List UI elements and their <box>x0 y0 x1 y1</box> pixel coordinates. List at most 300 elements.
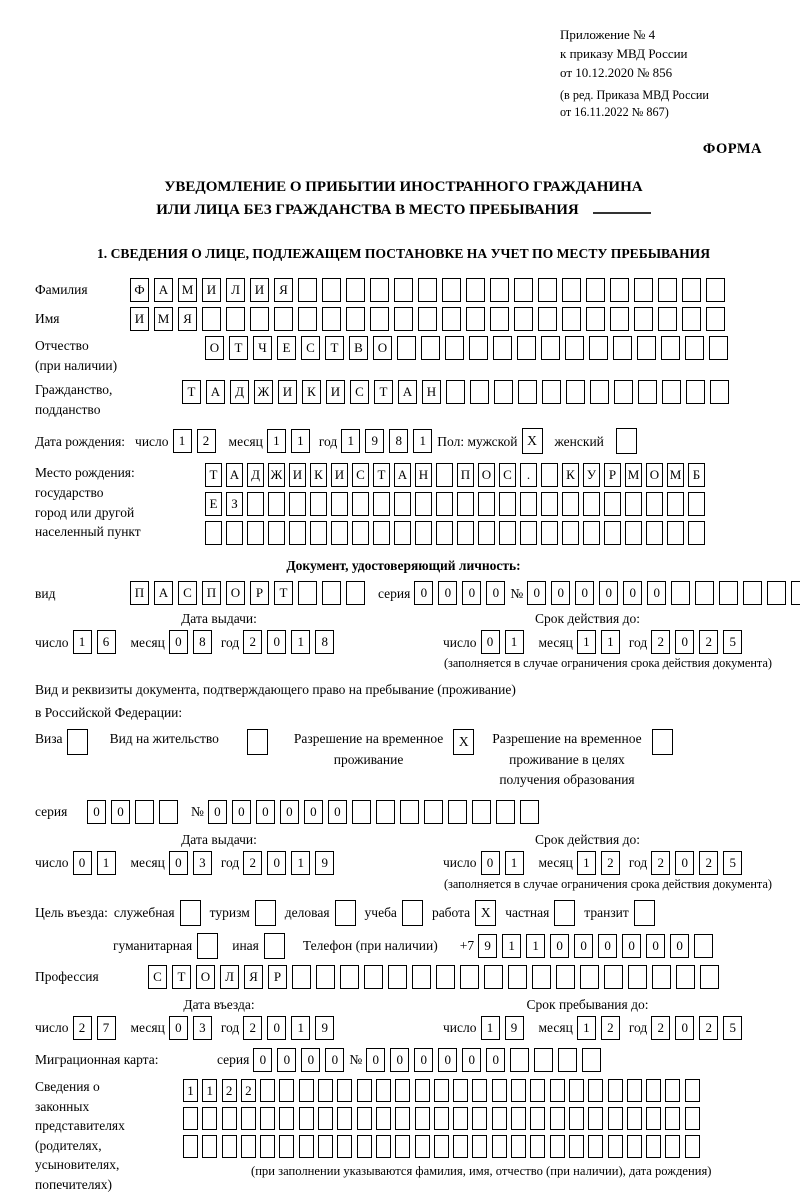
char-cell[interactable] <box>710 380 729 404</box>
char-cell[interactable] <box>538 307 557 331</box>
char-cell[interactable] <box>331 492 348 516</box>
char-cell[interactable]: 0 <box>551 581 570 605</box>
char-cell[interactable]: 0 <box>280 800 299 824</box>
char-cell[interactable] <box>646 1079 661 1102</box>
char-cell[interactable] <box>337 1135 352 1158</box>
char-cell[interactable] <box>604 492 621 516</box>
char-cell[interactable] <box>634 307 653 331</box>
char-cell[interactable] <box>394 521 411 545</box>
char-cell[interactable] <box>352 521 369 545</box>
char-cell[interactable] <box>292 965 311 989</box>
char-cell[interactable]: 2 <box>197 429 216 453</box>
char-cell[interactable]: А <box>394 463 411 487</box>
char-cell[interactable]: П <box>457 463 474 487</box>
char-cell[interactable] <box>331 521 348 545</box>
char-cell[interactable] <box>767 581 786 605</box>
char-cell[interactable] <box>588 1079 603 1102</box>
char-cell[interactable] <box>550 1079 565 1102</box>
char-cell[interactable]: 3 <box>193 1016 212 1040</box>
char-cell[interactable]: 2 <box>601 851 620 875</box>
char-cell[interactable]: 2 <box>651 630 670 654</box>
char-cell[interactable]: Л <box>226 278 245 302</box>
char-cell[interactable]: 9 <box>315 851 334 875</box>
char-cell[interactable]: 8 <box>193 630 212 654</box>
char-cell[interactable]: Д <box>230 380 249 404</box>
char-cell[interactable]: 7 <box>97 1016 116 1040</box>
char-cell[interactable]: Ф <box>130 278 149 302</box>
char-cell[interactable]: 0 <box>253 1048 272 1072</box>
char-cell[interactable]: 6 <box>97 630 116 654</box>
char-cell[interactable] <box>298 581 317 605</box>
char-cell[interactable]: 0 <box>527 581 546 605</box>
char-cell[interactable]: 2 <box>699 851 718 875</box>
char-cell[interactable]: 1 <box>577 630 596 654</box>
char-cell[interactable] <box>530 1135 545 1158</box>
char-cell[interactable] <box>250 307 269 331</box>
char-cell[interactable]: 8 <box>315 630 334 654</box>
char-cell[interactable]: 0 <box>277 1048 296 1072</box>
char-cell[interactable]: 0 <box>622 934 641 958</box>
char-cell[interactable]: 5 <box>723 851 742 875</box>
char-cell[interactable]: П <box>130 581 149 605</box>
char-cell[interactable]: 0 <box>481 630 500 654</box>
char-cell[interactable] <box>530 1107 545 1130</box>
char-cell[interactable]: 0 <box>575 581 594 605</box>
char-cell[interactable]: . <box>520 463 537 487</box>
char-cell[interactable] <box>415 492 432 516</box>
char-cell[interactable] <box>685 1135 700 1158</box>
char-cell[interactable] <box>202 307 221 331</box>
char-cell[interactable] <box>415 1079 430 1102</box>
char-cell[interactable] <box>364 965 383 989</box>
char-cell[interactable] <box>226 521 243 545</box>
char-cell[interactable]: И <box>130 307 149 331</box>
char-cell[interactable]: 0 <box>301 1048 320 1072</box>
char-cell[interactable] <box>352 800 371 824</box>
char-cell[interactable] <box>310 492 327 516</box>
char-cell[interactable] <box>395 1107 410 1130</box>
char-cell[interactable] <box>299 1079 314 1102</box>
char-cell[interactable] <box>517 336 536 360</box>
char-cell[interactable] <box>520 492 537 516</box>
char-cell[interactable] <box>719 581 738 605</box>
char-cell[interactable]: И <box>278 380 297 404</box>
char-cell[interactable] <box>637 336 656 360</box>
char-cell[interactable] <box>247 492 264 516</box>
char-cell[interactable]: 5 <box>723 1016 742 1040</box>
char-cell[interactable] <box>625 521 642 545</box>
char-cell[interactable] <box>634 278 653 302</box>
char-cell[interactable] <box>586 307 605 331</box>
char-cell[interactable]: 0 <box>647 581 666 605</box>
char-cell[interactable]: 1 <box>73 630 92 654</box>
purpose-business-checkbox[interactable] <box>335 900 356 926</box>
char-cell[interactable] <box>183 1107 198 1130</box>
purpose-transit-checkbox[interactable] <box>634 900 655 926</box>
char-cell[interactable]: 0 <box>328 800 347 824</box>
char-cell[interactable]: Т <box>205 463 222 487</box>
char-cell[interactable] <box>337 1079 352 1102</box>
char-cell[interactable]: С <box>350 380 369 404</box>
char-cell[interactable] <box>376 800 395 824</box>
char-cell[interactable] <box>241 1135 256 1158</box>
char-cell[interactable] <box>202 1135 217 1158</box>
char-cell[interactable]: З <box>226 492 243 516</box>
char-cell[interactable]: 0 <box>550 934 569 958</box>
char-cell[interactable] <box>357 1107 372 1130</box>
char-cell[interactable]: 0 <box>304 800 323 824</box>
char-cell[interactable]: 2 <box>243 630 262 654</box>
char-cell[interactable]: 1 <box>601 630 620 654</box>
char-cell[interactable] <box>412 965 431 989</box>
char-cell[interactable]: 0 <box>414 581 433 605</box>
char-cell[interactable] <box>791 581 800 605</box>
char-cell[interactable] <box>658 307 677 331</box>
char-cell[interactable]: Т <box>374 380 393 404</box>
char-cell[interactable] <box>457 521 474 545</box>
char-cell[interactable] <box>556 965 575 989</box>
char-cell[interactable] <box>662 380 681 404</box>
char-cell[interactable] <box>511 1135 526 1158</box>
char-cell[interactable] <box>446 380 465 404</box>
char-cell[interactable]: 0 <box>256 800 275 824</box>
char-cell[interactable]: О <box>205 336 224 360</box>
char-cell[interactable]: М <box>625 463 642 487</box>
visa-checkbox[interactable] <box>67 729 88 755</box>
char-cell[interactable]: 1 <box>291 429 310 453</box>
char-cell[interactable] <box>318 1079 333 1102</box>
char-cell[interactable] <box>686 380 705 404</box>
char-cell[interactable] <box>418 307 437 331</box>
char-cell[interactable] <box>357 1079 372 1102</box>
char-cell[interactable] <box>318 1107 333 1130</box>
char-cell[interactable] <box>469 336 488 360</box>
char-cell[interactable] <box>569 1135 584 1158</box>
purpose-other-checkbox[interactable] <box>264 933 285 959</box>
char-cell[interactable] <box>590 380 609 404</box>
char-cell[interactable]: И <box>331 463 348 487</box>
char-cell[interactable] <box>415 521 432 545</box>
char-cell[interactable]: 0 <box>675 851 694 875</box>
char-cell[interactable] <box>394 492 411 516</box>
char-cell[interactable] <box>569 1107 584 1130</box>
char-cell[interactable]: 0 <box>623 581 642 605</box>
char-cell[interactable]: Е <box>205 492 222 516</box>
char-cell[interactable]: Р <box>250 581 269 605</box>
char-cell[interactable] <box>373 521 390 545</box>
char-cell[interactable] <box>445 336 464 360</box>
char-cell[interactable]: 1 <box>502 934 521 958</box>
char-cell[interactable] <box>352 492 369 516</box>
char-cell[interactable]: О <box>478 463 495 487</box>
char-cell[interactable] <box>415 1135 430 1158</box>
char-cell[interactable] <box>514 278 533 302</box>
char-cell[interactable] <box>318 1135 333 1158</box>
char-cell[interactable]: Б <box>688 463 705 487</box>
char-cell[interactable] <box>322 307 341 331</box>
char-cell[interactable] <box>541 336 560 360</box>
char-cell[interactable] <box>394 307 413 331</box>
char-cell[interactable]: Т <box>274 581 293 605</box>
char-cell[interactable] <box>646 1135 661 1158</box>
char-cell[interactable] <box>667 521 684 545</box>
char-cell[interactable] <box>562 521 579 545</box>
char-cell[interactable]: 9 <box>505 1016 524 1040</box>
char-cell[interactable]: 0 <box>574 934 593 958</box>
char-cell[interactable]: Т <box>325 336 344 360</box>
char-cell[interactable]: 0 <box>599 581 618 605</box>
char-cell[interactable]: И <box>289 463 306 487</box>
char-cell[interactable] <box>492 1079 507 1102</box>
char-cell[interactable]: А <box>206 380 225 404</box>
char-cell[interactable] <box>376 1107 391 1130</box>
char-cell[interactable] <box>532 965 551 989</box>
char-cell[interactable]: К <box>562 463 579 487</box>
char-cell[interactable] <box>562 278 581 302</box>
char-cell[interactable] <box>397 336 416 360</box>
char-cell[interactable] <box>460 965 479 989</box>
char-cell[interactable]: 2 <box>651 1016 670 1040</box>
char-cell[interactable] <box>279 1079 294 1102</box>
char-cell[interactable] <box>472 1107 487 1130</box>
char-cell[interactable] <box>183 1135 198 1158</box>
char-cell[interactable]: 1 <box>291 851 310 875</box>
char-cell[interactable]: 0 <box>462 581 481 605</box>
char-cell[interactable] <box>608 1107 623 1130</box>
char-cell[interactable] <box>589 336 608 360</box>
char-cell[interactable]: Т <box>373 463 390 487</box>
char-cell[interactable]: 2 <box>651 851 670 875</box>
char-cell[interactable] <box>627 1107 642 1130</box>
char-cell[interactable]: Р <box>268 965 287 989</box>
char-cell[interactable]: Я <box>178 307 197 331</box>
char-cell[interactable] <box>520 521 537 545</box>
char-cell[interactable]: 1 <box>341 429 360 453</box>
char-cell[interactable]: А <box>154 581 173 605</box>
char-cell[interactable] <box>661 336 680 360</box>
char-cell[interactable]: 0 <box>169 1016 188 1040</box>
char-cell[interactable] <box>562 492 579 516</box>
char-cell[interactable] <box>646 521 663 545</box>
char-cell[interactable] <box>299 1135 314 1158</box>
char-cell[interactable] <box>565 336 584 360</box>
char-cell[interactable] <box>442 278 461 302</box>
char-cell[interactable]: Л <box>220 965 239 989</box>
char-cell[interactable]: С <box>352 463 369 487</box>
char-cell[interactable] <box>260 1135 275 1158</box>
char-cell[interactable] <box>566 380 585 404</box>
purpose-official-checkbox[interactable] <box>180 900 201 926</box>
char-cell[interactable] <box>457 492 474 516</box>
char-cell[interactable] <box>646 1107 661 1130</box>
char-cell[interactable]: И <box>202 278 221 302</box>
char-cell[interactable] <box>346 307 365 331</box>
char-cell[interactable] <box>279 1107 294 1130</box>
char-cell[interactable] <box>508 965 527 989</box>
char-cell[interactable] <box>550 1135 565 1158</box>
char-cell[interactable] <box>316 965 335 989</box>
char-cell[interactable]: 0 <box>325 1048 344 1072</box>
char-cell[interactable] <box>346 581 365 605</box>
char-cell[interactable]: Д <box>247 463 264 487</box>
char-cell[interactable]: 1 <box>413 429 432 453</box>
char-cell[interactable] <box>511 1079 526 1102</box>
char-cell[interactable]: 0 <box>169 630 188 654</box>
char-cell[interactable] <box>494 380 513 404</box>
char-cell[interactable]: Н <box>422 380 441 404</box>
char-cell[interactable] <box>499 521 516 545</box>
char-cell[interactable]: 1 <box>505 851 524 875</box>
char-cell[interactable] <box>514 307 533 331</box>
char-cell[interactable] <box>376 1079 391 1102</box>
char-cell[interactable] <box>534 1048 553 1072</box>
char-cell[interactable] <box>472 1135 487 1158</box>
char-cell[interactable]: 2 <box>243 1016 262 1040</box>
char-cell[interactable] <box>415 1107 430 1130</box>
char-cell[interactable] <box>310 521 327 545</box>
purpose-humanitarian-checkbox[interactable] <box>197 933 218 959</box>
char-cell[interactable] <box>652 965 671 989</box>
char-cell[interactable] <box>688 521 705 545</box>
char-cell[interactable] <box>496 800 515 824</box>
char-cell[interactable] <box>550 1107 565 1130</box>
char-cell[interactable]: Р <box>604 463 621 487</box>
char-cell[interactable] <box>706 278 725 302</box>
char-cell[interactable] <box>322 278 341 302</box>
char-cell[interactable] <box>159 800 178 824</box>
char-cell[interactable] <box>511 1107 526 1130</box>
char-cell[interactable] <box>608 1135 623 1158</box>
char-cell[interactable]: 2 <box>601 1016 620 1040</box>
char-cell[interactable] <box>436 492 453 516</box>
char-cell[interactable] <box>299 1107 314 1130</box>
char-cell[interactable] <box>274 307 293 331</box>
char-cell[interactable]: М <box>178 278 197 302</box>
char-cell[interactable]: 0 <box>675 1016 694 1040</box>
char-cell[interactable] <box>562 307 581 331</box>
char-cell[interactable]: 0 <box>486 581 505 605</box>
char-cell[interactable]: А <box>226 463 243 487</box>
char-cell[interactable] <box>247 521 264 545</box>
char-cell[interactable] <box>613 336 632 360</box>
char-cell[interactable] <box>466 307 485 331</box>
char-cell[interactable] <box>685 336 704 360</box>
char-cell[interactable]: 9 <box>478 934 497 958</box>
char-cell[interactable] <box>205 521 222 545</box>
char-cell[interactable] <box>279 1135 294 1158</box>
char-cell[interactable] <box>638 380 657 404</box>
char-cell[interactable] <box>418 278 437 302</box>
char-cell[interactable] <box>604 521 621 545</box>
char-cell[interactable] <box>614 380 633 404</box>
char-cell[interactable] <box>676 965 695 989</box>
char-cell[interactable] <box>688 492 705 516</box>
char-cell[interactable]: И <box>326 380 345 404</box>
char-cell[interactable] <box>520 800 539 824</box>
char-cell[interactable]: А <box>154 278 173 302</box>
char-cell[interactable] <box>298 307 317 331</box>
char-cell[interactable]: А <box>398 380 417 404</box>
char-cell[interactable]: Ж <box>254 380 273 404</box>
char-cell[interactable]: 2 <box>73 1016 92 1040</box>
char-cell[interactable] <box>436 521 453 545</box>
char-cell[interactable] <box>453 1135 468 1158</box>
char-cell[interactable]: 0 <box>462 1048 481 1072</box>
char-cell[interactable] <box>260 1079 275 1102</box>
char-cell[interactable] <box>241 1107 256 1130</box>
temp-residence-edu-checkbox[interactable] <box>652 729 673 755</box>
char-cell[interactable] <box>268 521 285 545</box>
char-cell[interactable] <box>395 1079 410 1102</box>
char-cell[interactable] <box>694 934 713 958</box>
char-cell[interactable] <box>667 492 684 516</box>
char-cell[interactable]: У <box>583 463 600 487</box>
purpose-work-checkbox[interactable]: X <box>475 900 496 926</box>
char-cell[interactable]: 0 <box>646 934 665 958</box>
char-cell[interactable] <box>541 492 558 516</box>
char-cell[interactable] <box>493 336 512 360</box>
char-cell[interactable] <box>370 307 389 331</box>
char-cell[interactable] <box>492 1135 507 1158</box>
char-cell[interactable] <box>628 965 647 989</box>
char-cell[interactable]: П <box>202 581 221 605</box>
char-cell[interactable] <box>685 1107 700 1130</box>
char-cell[interactable]: 9 <box>365 429 384 453</box>
char-cell[interactable] <box>388 965 407 989</box>
char-cell[interactable]: 0 <box>486 1048 505 1072</box>
char-cell[interactable]: 1 <box>183 1079 198 1102</box>
char-cell[interactable] <box>448 800 467 824</box>
char-cell[interactable]: К <box>302 380 321 404</box>
purpose-private-checkbox[interactable] <box>554 900 575 926</box>
char-cell[interactable] <box>490 278 509 302</box>
char-cell[interactable] <box>510 1048 529 1072</box>
char-cell[interactable]: 0 <box>675 630 694 654</box>
char-cell[interactable] <box>453 1079 468 1102</box>
char-cell[interactable] <box>434 1079 449 1102</box>
char-cell[interactable]: Е <box>277 336 296 360</box>
char-cell[interactable] <box>588 1107 603 1130</box>
char-cell[interactable]: Я <box>274 278 293 302</box>
char-cell[interactable]: 0 <box>169 851 188 875</box>
char-cell[interactable] <box>627 1079 642 1102</box>
char-cell[interactable] <box>665 1079 680 1102</box>
char-cell[interactable]: С <box>499 463 516 487</box>
char-cell[interactable]: С <box>148 965 167 989</box>
char-cell[interactable] <box>472 800 491 824</box>
char-cell[interactable] <box>222 1107 237 1130</box>
char-cell[interactable] <box>436 965 455 989</box>
char-cell[interactable] <box>478 492 495 516</box>
char-cell[interactable]: 1 <box>526 934 545 958</box>
char-cell[interactable] <box>478 521 495 545</box>
char-cell[interactable] <box>490 307 509 331</box>
char-cell[interactable] <box>586 278 605 302</box>
char-cell[interactable]: 8 <box>389 429 408 453</box>
char-cell[interactable] <box>470 380 489 404</box>
char-cell[interactable] <box>346 278 365 302</box>
char-cell[interactable] <box>492 1107 507 1130</box>
char-cell[interactable] <box>541 521 558 545</box>
char-cell[interactable] <box>395 1135 410 1158</box>
char-cell[interactable]: 9 <box>315 1016 334 1040</box>
char-cell[interactable]: О <box>646 463 663 487</box>
char-cell[interactable] <box>373 492 390 516</box>
char-cell[interactable] <box>627 1135 642 1158</box>
char-cell[interactable] <box>337 1107 352 1130</box>
char-cell[interactable]: О <box>373 336 392 360</box>
purpose-study-checkbox[interactable] <box>402 900 423 926</box>
